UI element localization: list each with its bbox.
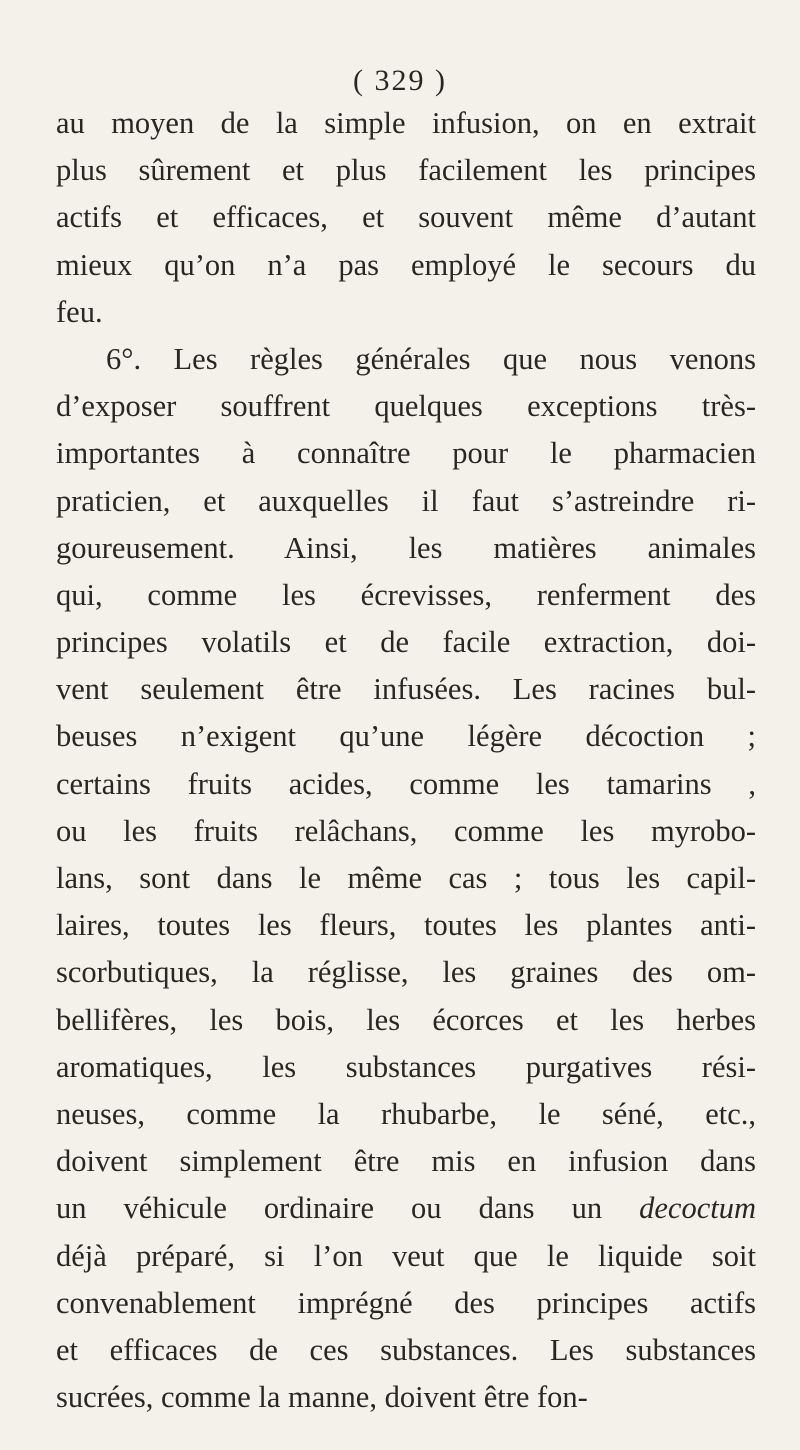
text-segment: un véhicule ordinaire ou dans un — [56, 1191, 603, 1226]
italic-term: decoctum — [639, 1191, 757, 1226]
page-number: ( 329 ) — [353, 64, 447, 97]
text-line-with-italic — [56, 1185, 756, 1232]
text-line: beuses n’exigent qu’une légère décoction ; — [56, 719, 756, 754]
text-line: mieux qu’on n’a pas employé le secours du — [56, 247, 756, 282]
text-line: qui, comme les écrevisses, renferment des — [56, 577, 756, 612]
text-line: feu. — [56, 294, 103, 329]
text-line: actifs et efficaces, et souvent même d’autant — [56, 200, 756, 235]
text-line: laires, toutes les fleurs, toutes les plantes anti- — [56, 908, 756, 943]
text-line: au moyen de la simple infusion, on en extrait — [56, 106, 756, 140]
text-line: aromatiques, les substances purgatives rési- — [56, 1049, 756, 1084]
text-line: praticien, et auxquelles il faut s’astreindre ri- — [56, 483, 756, 518]
text-line: convenablement imprégné des principes actifs — [56, 1285, 756, 1320]
text-line: importantes à connaître pour le pharmacien — [56, 436, 756, 471]
text-line: et efficaces de ces substances. Les substances — [56, 1332, 756, 1367]
text-line: ou les fruits relâchans, comme les myrobo- — [56, 813, 756, 848]
text-line: déjà préparé, si l’on veut que le liquide soit — [56, 1238, 756, 1273]
text-line: principes volatils et de facile extraction, doi- — [56, 625, 756, 660]
text-line: lans, sont dans le même cas ; tous les capil- — [56, 861, 756, 895]
text-line: scorbutiques, la réglisse, les graines des om- — [56, 955, 756, 990]
text-line: d’exposer souffrent quelques exceptions très- — [56, 389, 756, 424]
text-line: neuses, comme la rhubarbe, le séné, etc., — [56, 1096, 756, 1131]
text-line: goureusement. Ainsi, les matières animales — [56, 530, 756, 565]
text-line: sucrées, comme la manne, doivent être fon- — [56, 1380, 588, 1415]
text-line: doivent simplement être mis en infusion dans — [56, 1144, 756, 1179]
text-line: plus sûrement et plus facilement les principes — [56, 153, 756, 188]
text-line: certains fruits acides, comme les tamarins , — [56, 766, 756, 801]
text-line: bellifères, les bois, les écorces et les herbes — [56, 1002, 756, 1037]
body-text — [56, 100, 756, 1421]
text-line: vent seulement être infusées. Les racines bul- — [56, 672, 756, 707]
text-line: 6°. Les règles générales que nous venons — [106, 341, 756, 376]
